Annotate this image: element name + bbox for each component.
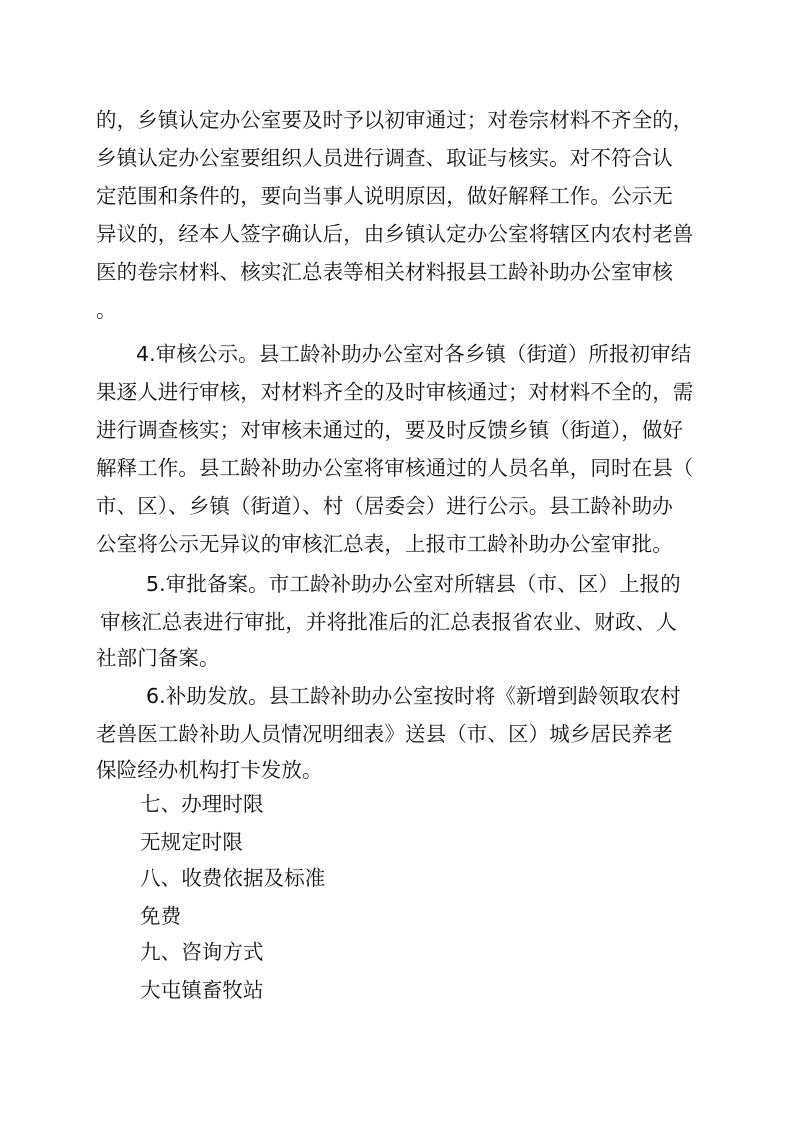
text-line: 公室将公示无异议的审核汇总表，上报市工龄补助办公室审批。	[96, 532, 673, 556]
text-line: 4.审核公示。县工龄补助办公室对各乡镇（街道）所报初审结	[136, 342, 692, 366]
text-line: 进行调查核实；对审核未通过的，要及时反馈乡镇（街道），做好	[96, 418, 684, 442]
text-line: 果逐人进行审核，对材料齐全的及时审核通过；对材料不全的，需	[96, 380, 694, 404]
text-line: 保险经办机构打卡发放。	[96, 758, 323, 782]
text-line: 社部门备案。	[96, 646, 220, 670]
text-line: 市、区）、乡镇（街道）、村（居委会）进行公示。县工龄补助办	[96, 494, 673, 518]
text-line: 审核汇总表进行审批，并将批准后的汇总表报省农业、财政、人	[100, 610, 677, 634]
text-line: 5.审批备案。市工龄补助办公室对所辖县（市、区）上报的	[146, 572, 681, 596]
text-line: 的，乡镇认定办公室要及时予以初审通过；对卷宗材料不齐全的，	[96, 108, 694, 132]
text-line: 定范围和条件的，要向当事人说明原因，做好解释工作。公示无	[96, 184, 673, 208]
text-line: 老兽医工龄补助人员情况明细表》送县（市、区）城乡居民养老	[96, 722, 673, 746]
section-content: 免费	[140, 904, 182, 928]
section-heading: 九、咨询方式	[140, 940, 264, 964]
text-line: 6.补助发放。县工龄补助办公室按时将《新增到龄领取农村	[146, 684, 681, 708]
text-line: 医的卷宗材料、核实汇总表等相关材料报县工龄补助办公室审核	[96, 260, 673, 284]
text-line: 。	[96, 298, 117, 322]
section-heading: 八、收费依据及标准	[140, 866, 326, 890]
section-content: 无规定时限	[140, 830, 243, 854]
section-heading: 七、办理时限	[140, 792, 264, 816]
text-line: 乡镇认定办公室要组织人员进行调查、取证与核实。对不符合认	[96, 146, 673, 170]
section-content: 大屯镇畜牧站	[140, 978, 264, 1002]
text-line: 解释工作。县工龄补助办公室将审核通过的人员名单，同时在县（	[96, 456, 694, 480]
text-line: 异议的，经本人签字确认后，由乡镇认定办公室将辖区内农村老兽	[96, 222, 694, 246]
